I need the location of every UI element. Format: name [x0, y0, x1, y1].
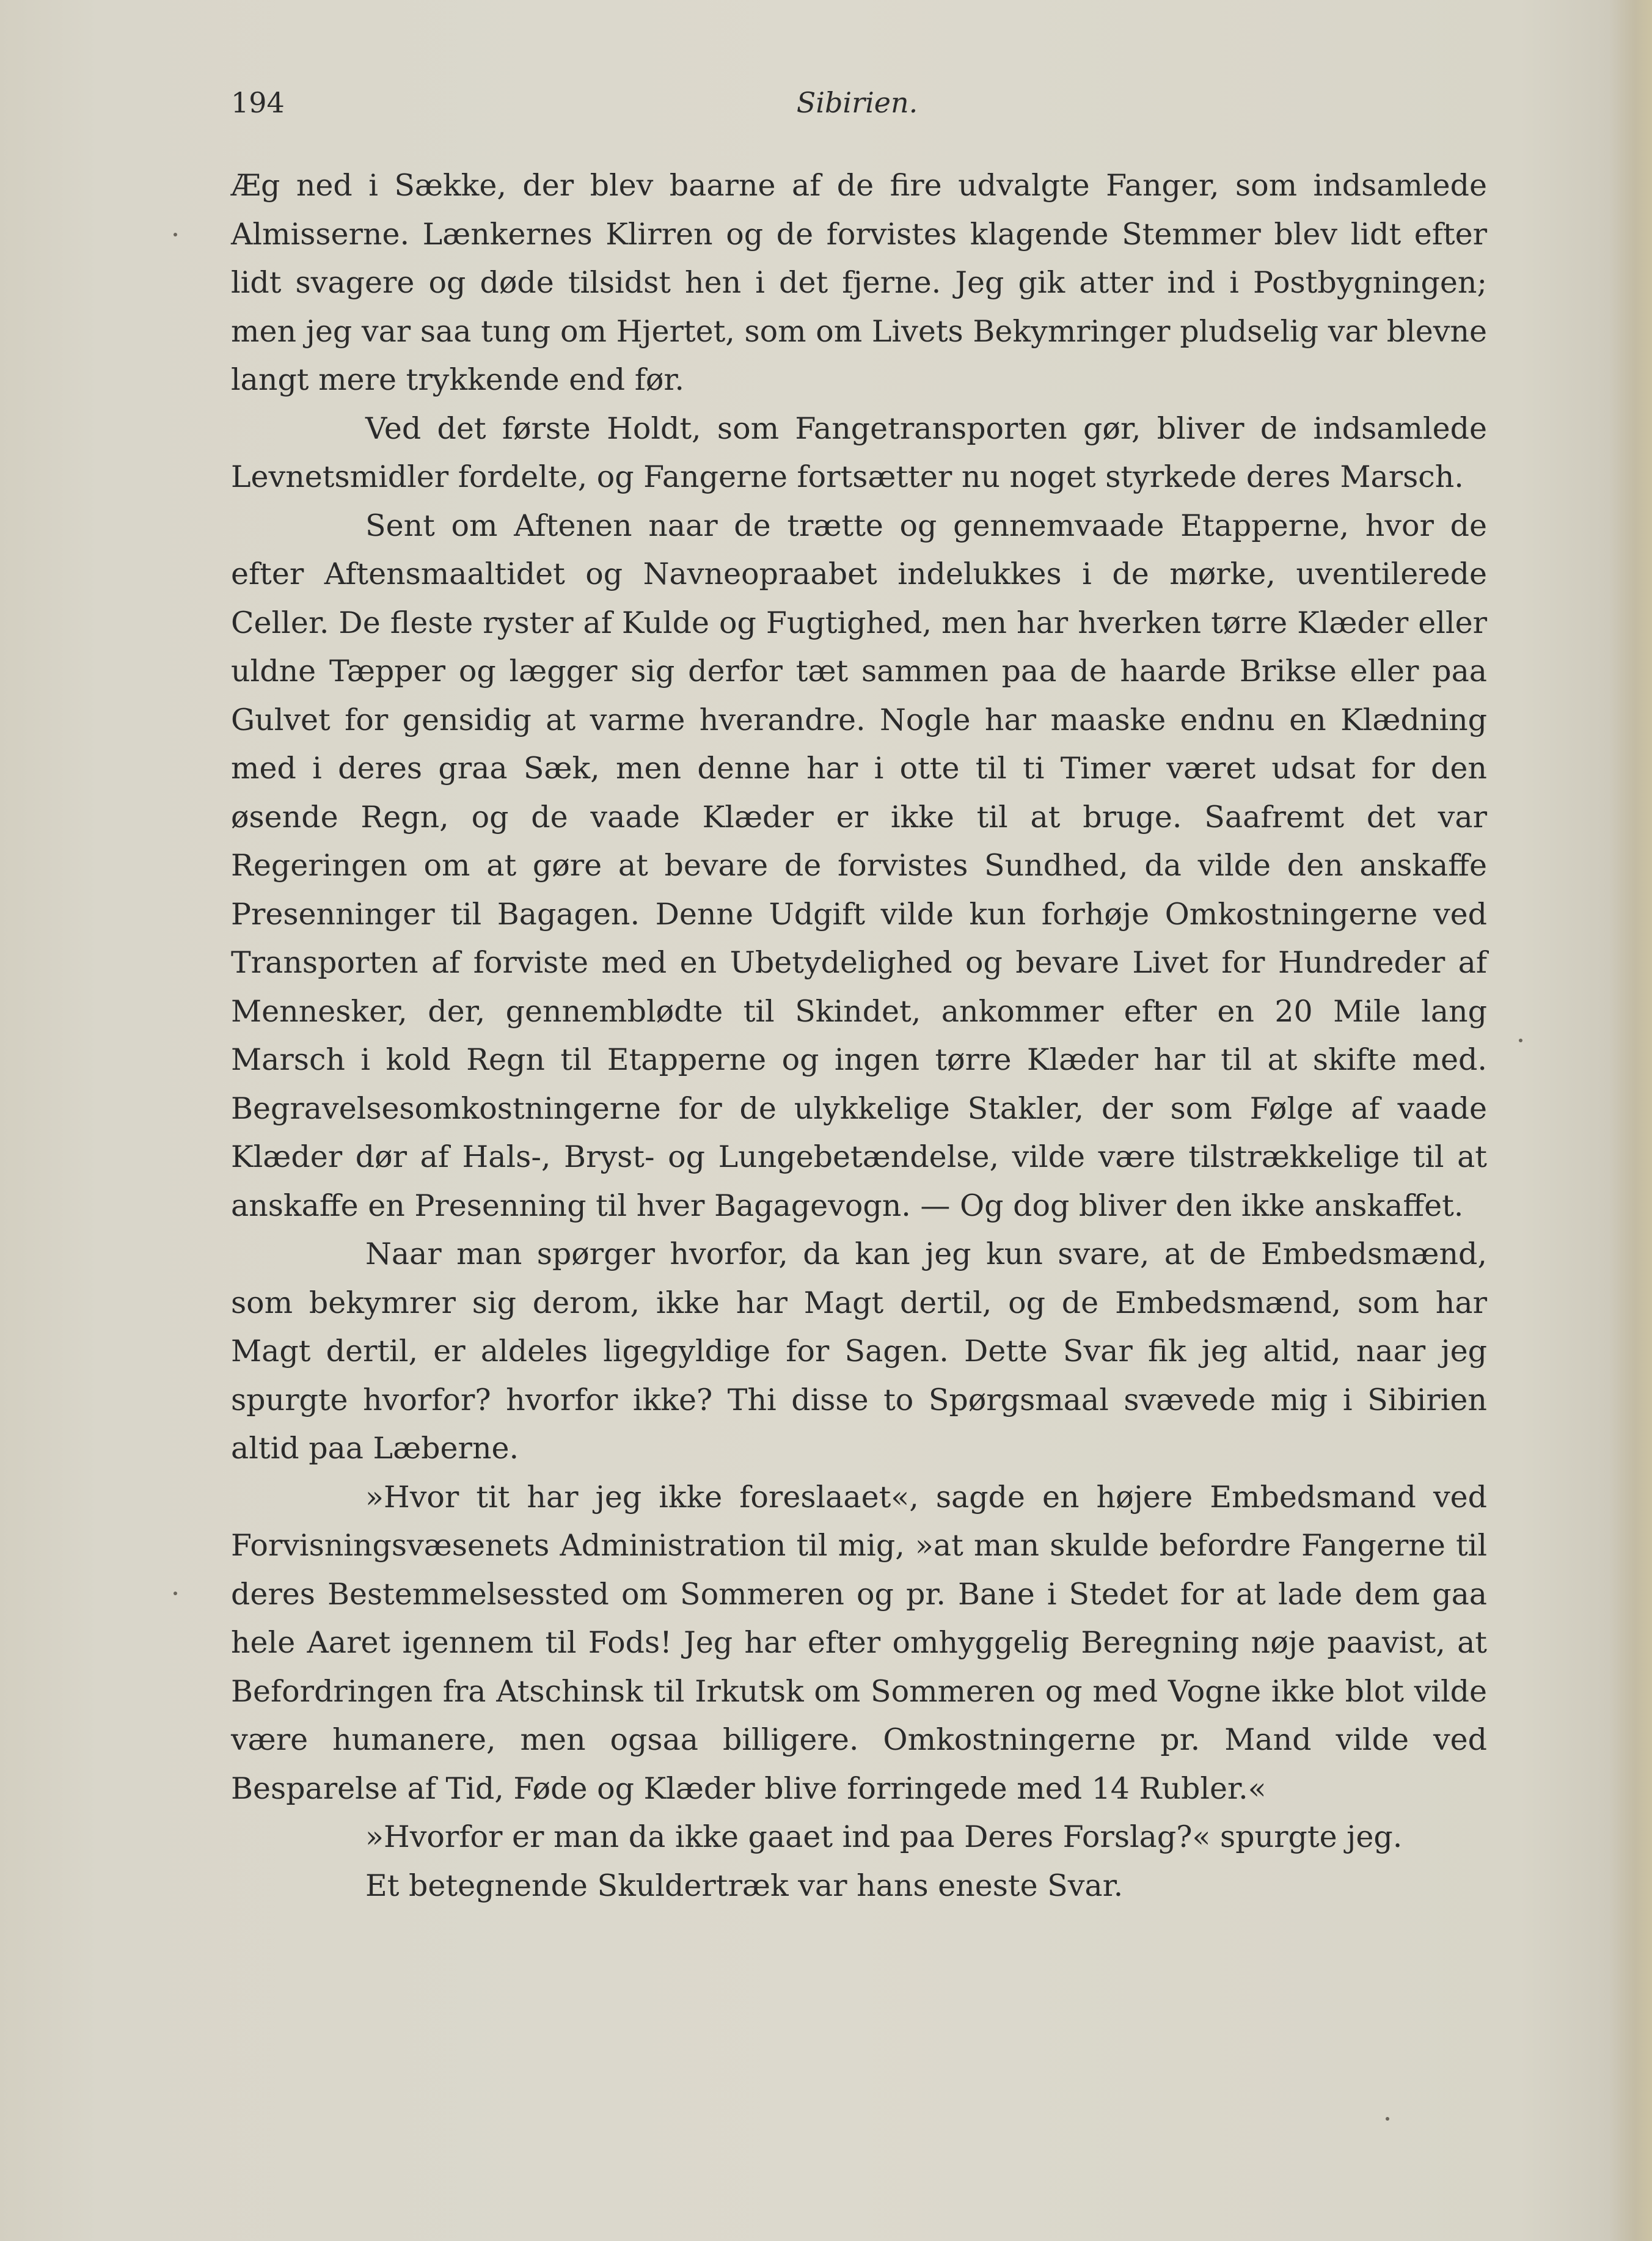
paper-speck [1519, 1039, 1522, 1042]
paragraph: Naar man spørger hvorfor, da kan jeg kun svare, at de Embedsmænd, som bekymrer sig derom, ikke har Magt dertil, og de Embedsmænd, som har Magt dertil, er aldeles ligegyldige for Sagen. Dette Svar fik jeg altid, naar jeg spurgte hvorfor? hvorfor ikke? Thi disse to Spørgsmaal svævede mig i Sibirien altid paa Læberne. [231, 1237, 1487, 1466]
paragraph: Æg ned i Sække, der blev baarne af de fire udvalgte Fanger, som indsamlede Almisserne. Lænkernes Klirren og de forvistes klagende Stemmer blev lidt efter lidt svagere og døde tilsidst hen i det fjerne. Jeg gik atter ind i Postbygningen; men jeg var saa tung om Hjertet, som om Livets Bekymringer pludselig var blevne langt mere trykkende end før. [231, 168, 1487, 397]
paper-speck [174, 1592, 177, 1595]
running-title: Sibirien. [796, 86, 918, 119]
body-text [231, 161, 1487, 1910]
page-edge-shadow [1609, 0, 1652, 2241]
paragraph: »Hvor tit har jeg ikke foreslaaet«, sagde en højere Embedsmand ved Forvisningsvæsenets Administration til mig, »at man skulde befordre Fangerne til deres Bestemmelsessted om Sommeren og pr. Bane i Stedet for at lade dem gaa hele Aaret igennem til Fods! Jeg har efter omhyggelig Beregning nøje paavist, at Befordringen fra Atschinsk til Irkutsk om Sommeren og med Vogne ikke blot vilde være humanere, men ogsaa billigere. Omkostningerne pr. Mand vilde ved Besparelse af Tid, Føde og Klæder blive forringede med 14 Rubler.« [231, 1479, 1487, 1806]
page-number: 194 [231, 86, 285, 119]
paragraph: »Hvorfor er man da ikke gaaet ind paa Deres Forslag?« spurgte jeg. [365, 1819, 1403, 1854]
paragraph: Ved det første Holdt, som Fangetransporten gør, bliver de indsamlede Levnetsmidler fordelte, og Fangerne fortsætter nu noget styrkede deres Marsch. [231, 411, 1487, 494]
paper-speck [1386, 2117, 1389, 2121]
paragraph: Et betegnende Skuldertræk var hans eneste Svar. [365, 1868, 1124, 1903]
paper-speck [174, 233, 177, 236]
running-head [231, 78, 1483, 127]
paragraph: Sent om Aftenen naar de trætte og gennemvaade Etapperne, hvor de efter Aftensmaaltidet og Navneopraabet indelukkes i de mørke, uventilerede Celler. De fleste ryster af Kulde og Fugtighed, men har hverken tørre Klæder eller uldne Tæpper og lægger sig derfor tæt sammen paa de haarde Brikse eller paa Gulvet for gensidig at varme hverandre. Nogle har maaske endnu en Klædning med i deres graa Sæk, men denne har i otte til ti Timer været udsat for den øsende Regn, og de vaade Klæder er ikke til at bruge. Saafremt det var Regeringen om at gøre at bevare de forvistes Sundhed, da vilde den anskaffe Presenninger til Bagagen. Denne Udgift vilde kun forhøje Omkostningerne ved Transporten af forviste med en Ubetydelighed og bevare Livet for Hundreder af Mennesker, der, gennemblødte til Skindet, ankommer efter en 20 Mile lang Marsch i kold Regn til Etapperne og ingen tørre Klæder har til at skifte med. Begravelsesomkostningerne for de ulykkelige Stakler, der som Følge af vaade Klæder dør af Hals-, Bryst- og Lungebetændelse, vilde være tilstrækkelige til at anskaffe en Presenning til hver Bagagevogn. — Og dog bliver den ikke anskaffet. [231, 508, 1487, 1223]
